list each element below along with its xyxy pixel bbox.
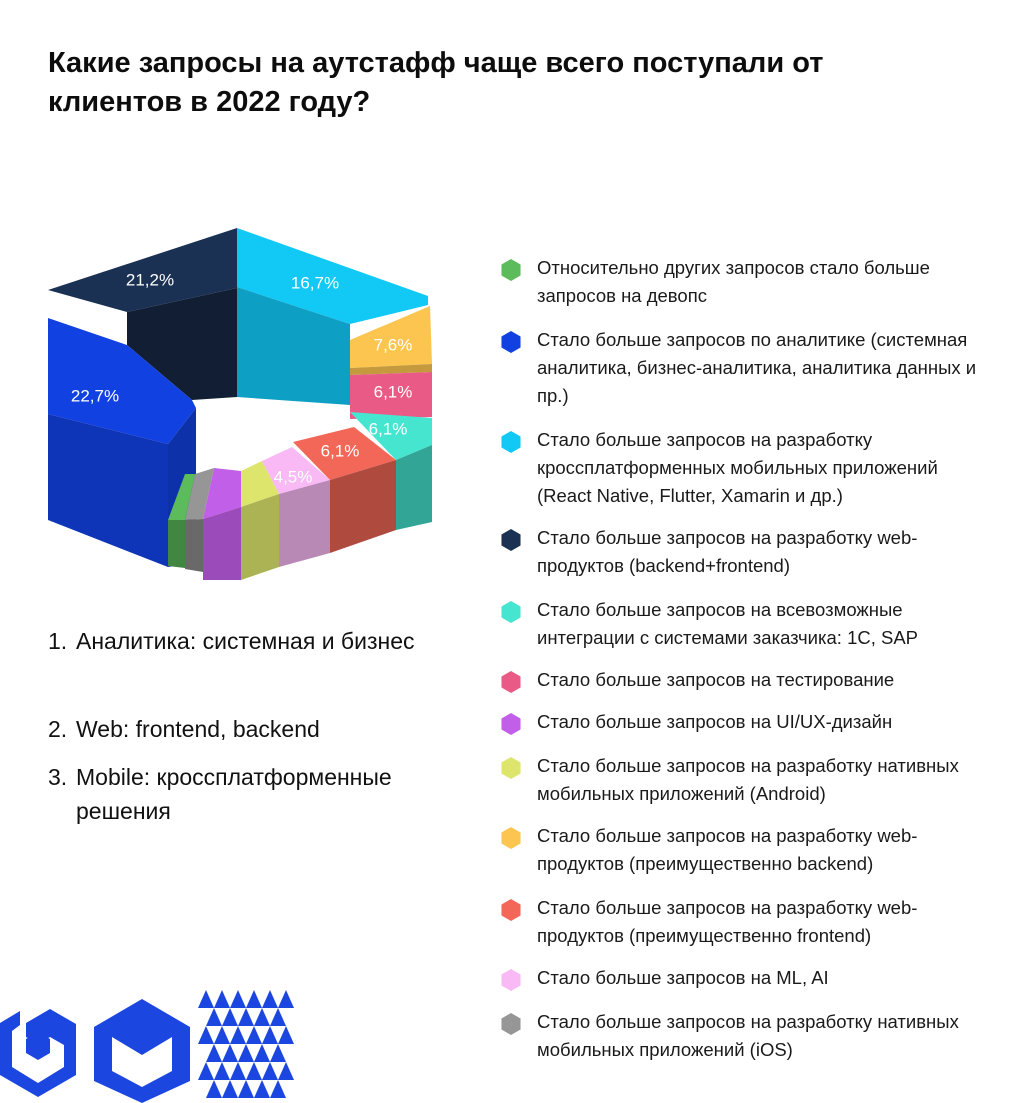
data-label-8: 7,6% <box>373 335 413 355</box>
legend-marker-hexagon-icon <box>500 1013 522 1035</box>
donut-chart <box>0 0 470 600</box>
data-label-3: 21,2% <box>125 270 175 290</box>
note-text: Web: frontend, backend <box>76 716 320 742</box>
logo-triangle <box>262 990 278 1008</box>
legend-marker-hexagon-icon <box>500 969 522 991</box>
logo-triangle <box>222 1008 238 1026</box>
legend-label: Стало больше запросов на ML, AI <box>537 967 829 988</box>
note-number: 2. <box>48 716 68 742</box>
legend-label: Стало больше запросов на разработку web-продуктов (backend+frontend) <box>537 527 918 576</box>
legend-label: Стало больше запросов на разработку web-продуктов (преимущественно backend) <box>537 825 918 874</box>
legend-marker-hexagon-icon <box>500 671 522 693</box>
logo-triangle-pattern-icon <box>198 990 294 1098</box>
legend-label: Стало больше запросов на UI/UX-дизайн <box>537 711 893 732</box>
logo-triangle <box>278 990 294 1008</box>
legend-marker-hexagon-icon <box>500 529 522 551</box>
legend-marker-hexagon-icon <box>500 713 522 735</box>
logo-triangle <box>222 1080 238 1098</box>
note-text: Аналитика: системная и бизнес <box>76 628 415 654</box>
chart-title: Какие запросы на аутстафф чаще всего поступали от клиентов в 2022 году? <box>48 47 824 118</box>
segment-11-face-1 <box>185 519 203 572</box>
legend-marker-hexagon-icon <box>500 899 522 921</box>
segment-10-face-1 <box>279 480 330 567</box>
logo-triangle <box>198 990 214 1008</box>
logo-triangle <box>246 990 262 1008</box>
logo-triangle <box>230 1062 246 1080</box>
logo-triangle <box>238 1080 254 1098</box>
legend-marker-hexagon-icon <box>500 827 522 849</box>
logo-triangle <box>270 1044 286 1062</box>
legend-label: Стало больше запросов на тестирование <box>537 669 895 690</box>
legend-marker-hexagon-icon <box>500 331 522 353</box>
logo-triangle <box>214 1062 230 1080</box>
logo-triangle <box>222 1044 238 1062</box>
logo-triangle <box>278 1062 294 1080</box>
legend-label: Стало больше запросов по аналитике (системная аналитика, бизнес-аналитика, аналитика данных и пр.) <box>537 329 977 406</box>
legend-label: Стало больше запросов на разработку нативных мобильных приложений (iOS) <box>537 1011 959 1060</box>
logo-triangle <box>246 1026 262 1044</box>
logo-triangle <box>262 1062 278 1080</box>
logo-triangle <box>214 1026 230 1044</box>
note-number: 3. <box>48 764 68 790</box>
legend-marker-hexagon-icon <box>500 431 522 453</box>
logo-triangle <box>238 1044 254 1062</box>
logo-triangle <box>254 1044 270 1062</box>
legend-marker-hexagon-icon <box>500 259 522 281</box>
logo-triangle <box>254 1080 270 1098</box>
brand-logo <box>0 985 300 1103</box>
logo-triangle <box>270 1008 286 1026</box>
logo-triangle <box>262 1026 278 1044</box>
data-label-5: 6,1% <box>373 382 413 402</box>
segment-6-face-1 <box>203 507 241 580</box>
logo-triangle <box>206 1044 222 1062</box>
data-label-2: 16,7% <box>290 273 340 293</box>
data-label-10: 4,5% <box>273 467 313 487</box>
logo-triangle <box>246 1062 262 1080</box>
segment-7-face-1 <box>241 494 279 580</box>
logo-triangle <box>254 1008 270 1026</box>
logo-triangle <box>278 1026 294 1044</box>
logo-triangle <box>198 1062 214 1080</box>
segment-0-face-1 <box>168 520 185 568</box>
legend-label: Относительно других запросов стало больше запросов на девопс <box>537 257 930 306</box>
logo-triangle <box>230 990 246 1008</box>
note-number: 1. <box>48 628 68 654</box>
legend-label: Стало больше запросов на разработку нативных мобильных приложений (Android) <box>537 755 959 804</box>
legend-marker-hexagon-icon <box>500 757 522 779</box>
logo-triangle <box>270 1080 286 1098</box>
logo-triangle <box>198 1026 214 1044</box>
data-label-9: 6,1% <box>320 441 360 461</box>
legend-label: Стало больше запросов на всевозможные интеграции с системами заказчика: 1С, SAP <box>537 599 919 648</box>
logo-triangle <box>206 1080 222 1098</box>
data-label-1: 22,7% <box>70 386 120 406</box>
logo-triangle <box>206 1008 222 1026</box>
note-text: Mobile: кроссплатформенные решения <box>76 764 392 824</box>
legend-label: Стало больше запросов на разработку кроссплатформенных мобильных приложений (React Native, Flutter, Xamarin и др.) <box>537 429 938 506</box>
logo-box-icon <box>94 999 190 1103</box>
legend-marker-hexagon-icon <box>500 601 522 623</box>
logo-triangle <box>230 1026 246 1044</box>
logo-triangle <box>214 990 230 1008</box>
data-label-4: 6,1% <box>368 419 408 439</box>
legend-label: Стало больше запросов на разработку web-продуктов (преимущественно frontend) <box>537 897 918 946</box>
logo-triangle <box>238 1008 254 1026</box>
